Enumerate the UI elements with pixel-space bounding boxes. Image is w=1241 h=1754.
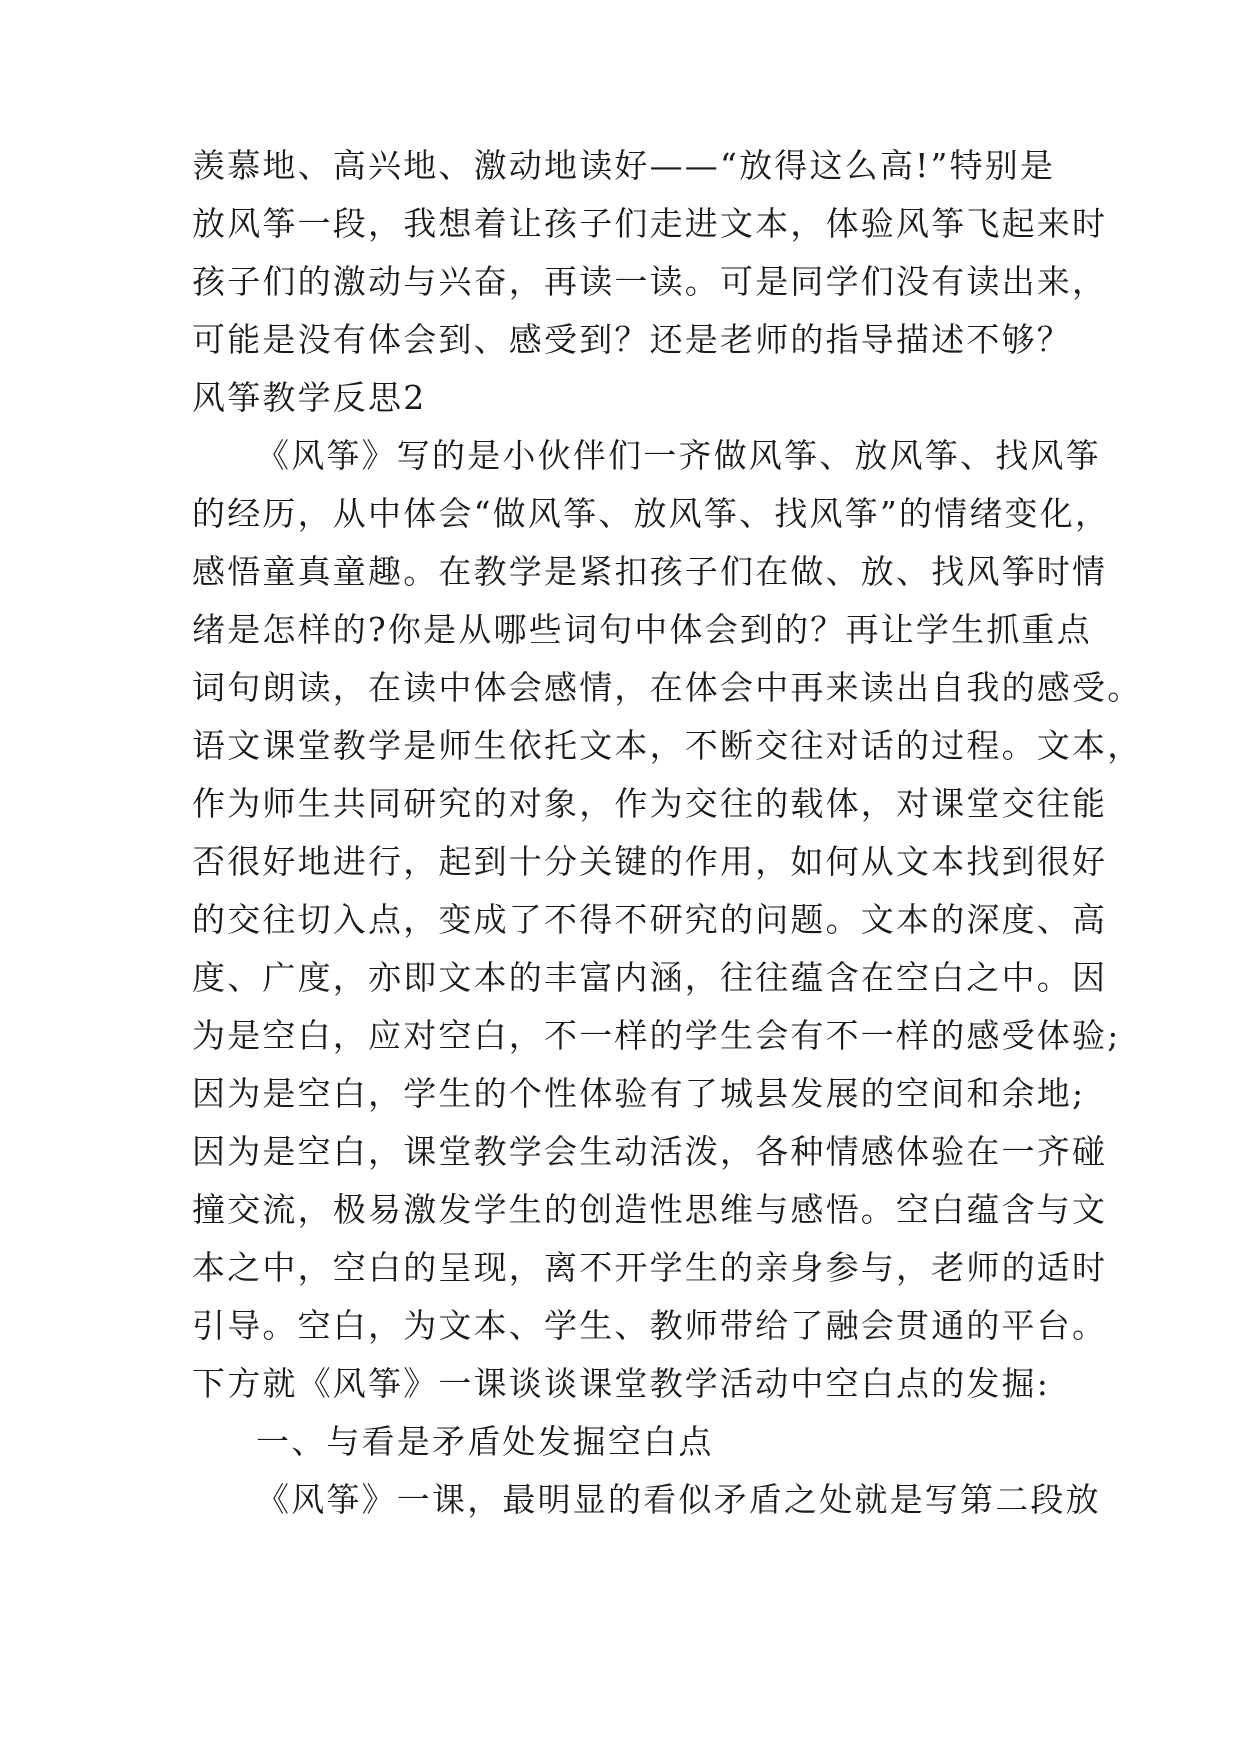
text-line: 撞交流，极易激发学生的创造性思维与感悟。空白蕴含与文 — [192, 1190, 1108, 1229]
text-line: 感悟童真童趣。在教学是紧扣孩子们在做、放、找风筝时情 — [192, 552, 1108, 591]
text-line: 因为是空白，课堂教学会生动活泼，各种情感体验在一齐碰 — [192, 1132, 1108, 1171]
text-line: 词句朗读，在读中体会感情，在体会中再来读出自我的感受。 — [192, 668, 1143, 707]
text-line: 孩子们的激动与兴奋，再读一读。可是同学们没有读出来， — [192, 262, 1108, 301]
text-line: 下方就《风筝》一课谈谈课堂教学活动中空白点的发掘: — [192, 1364, 1051, 1403]
section-heading: 风筝教学反思2 — [192, 378, 427, 417]
text-line: 绪是怎样的?你是从哪些词句中体会到的？再让学生抓重点 — [192, 610, 1092, 649]
text-line: 的交往切入点，变成了不得不研究的问题。文本的深度、高 — [192, 900, 1108, 939]
text-line: 作为师生共同研究的对象，作为交往的载体，对课堂交往能 — [192, 784, 1108, 823]
text-line: 度、广度，亦即文本的丰富内涵，往往蕴含在空白之中。因 — [192, 958, 1108, 997]
text-line: 羡慕地、高兴地、激动地读好——“放得这么高!”特别是 — [192, 146, 1056, 185]
text-line: 放风筝一段，我想着让孩子们走进文本，体验风筝飞起来时 — [192, 204, 1108, 243]
text-line: 本之中，空白的呈现，离不开学生的亲身参与，老师的适时 — [192, 1248, 1108, 1287]
text-line: 《风筝》写的是小伙伴们一齐做风筝、放风筝、找风筝 — [256, 436, 1101, 475]
text-line: 否很好地进行，起到十分关键的作用，如何从文本找到很好 — [192, 842, 1108, 881]
text-line: 语文课堂教学是师生依托文本，不断交往对话的过程。文本， — [192, 726, 1143, 765]
text-line: 可能是没有体会到、感受到？还是老师的指导描述不够？ — [192, 320, 1072, 359]
text-line: 为是空白，应对空白，不一样的学生会有不一样的感受体验; — [192, 1016, 1121, 1055]
subsection-heading: 一、与看是矛盾处发掘空白点 — [256, 1422, 714, 1461]
text-line: 的经历，从中体会“做风筝、放风筝、找风筝”的情绪变化， — [192, 494, 1111, 533]
text-line: 引导。空白，为文本、学生、教师带给了融会贯通的平台。 — [192, 1306, 1108, 1345]
text-line: 《风筝》一课，最明显的看似矛盾之处就是写第二段放 — [256, 1480, 1101, 1519]
text-line: 因为是空白，学生的个性体验有了城县发展的空间和余地; — [192, 1074, 1086, 1113]
